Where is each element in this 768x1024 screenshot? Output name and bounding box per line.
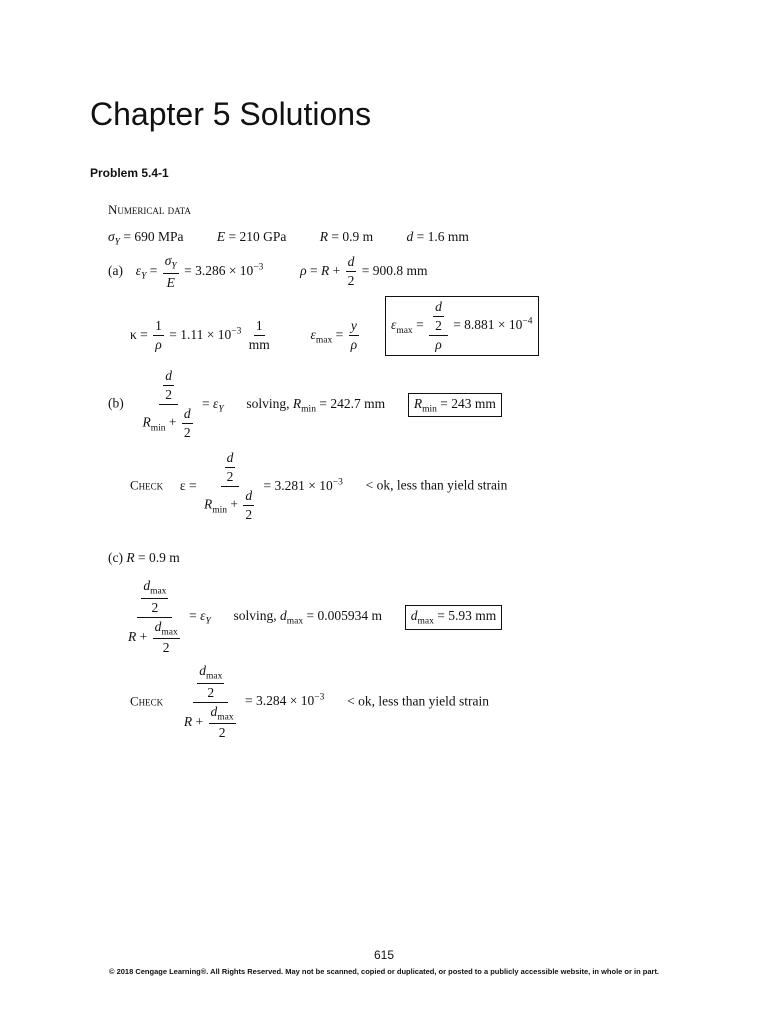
d-value: d = 1.6 mm [406,229,469,244]
kappa-equation: κ = $\frac{1}{\rho}$ = $1.11 \times 10^{-3}$ $\frac{1}{mm}$ [130,318,270,352]
part-c-check-label: Check [130,693,164,709]
part-c-line-1: (c) R = 0.9 m [108,550,180,565]
part-b-check-note: < ok, less than yield strain [365,477,508,493]
part-c-solving: solving, $d_{max} = 0.005934$ m [233,608,382,627]
part-b-boxed-answer: $R_{min} = 243$ mm [408,393,502,418]
eps-max-boxed-answer: $\varepsilon_{max}$ = $\frac{\frac{d}{2}}{\rho}$ = $8.881 \times 10^{-4}$ [385,296,539,356]
problem-heading: Problem 5.4-1 [90,166,169,180]
part-b-label: (b) [108,395,124,411]
part-c-check-equation: $\frac{d_{max}}{2}$ R + $\frac{d_{max}}{2}$ = $3.284 \times 10^{-3}$ [183,663,325,741]
part-b-check-line [130,450,507,523]
part-c-line-2 [124,578,502,656]
part-a-line-2 [130,318,361,353]
R-value: R = 0.9 m [319,229,374,244]
part-c-label: (c) [108,550,123,565]
part-b-check-label: Check [130,477,164,493]
copyright-footer: © 2018 Cengage Learning®. All Rights Reserved. May not be scanned, copied or duplicated, or posted to a publicly accessible website, in whole or in part. [108,967,660,976]
sigma-y-value: $\sigma_Y = 690$ MPa [108,229,184,248]
numerical-data-heading: Numerical data [108,202,191,217]
page-number: 615 [373,948,395,962]
part-b-equation: $\frac{d}{2}$ $R_{min}$ + $\frac{d}{2}$ = $\varepsilon_Y$ [142,368,224,440]
part-c-R-value: = 0.9 m [137,550,180,565]
part-c-check-line [130,663,489,741]
part-b-check-equation: ε = $\frac{d}{2}$ $R_{min}$ + $\frac{d}{2}$ = $3.281 \times 10^{-3}$ [179,450,343,522]
part-c-boxed-answer: $d_{max} = 5.93$ mm [405,605,502,630]
part-c-equation: $\frac{d_{max}}{2}$ R + $\frac{d_{max}}{2}$ = $\varepsilon_Y$ [128,578,211,656]
part-a-line-1 [108,253,428,291]
part-b-line [108,368,502,441]
part-c-check-note: < ok, less than yield strain [347,693,489,709]
E-value: E = 210 GPa [216,229,287,244]
eps-y-equation: $\varepsilon_Y$ = $\frac{\sigma_Y}{E}$ = $3.286 \times 10^{-3}$ [135,253,264,290]
numerical-data-values [108,229,469,248]
eps-max-equation: $\varepsilon_{max}$ = $\frac{y}{\rho}$ [310,318,358,352]
chapter-title: Chapter 5 Solutions [90,96,372,132]
part-a-label: (a) [108,262,123,278]
rho-equation: ρ = R + $\frac{d}{2}$ = 900.8 mm [300,254,428,289]
part-b-solving: solving, $R_{min} = 242.7$ mm [246,395,386,415]
